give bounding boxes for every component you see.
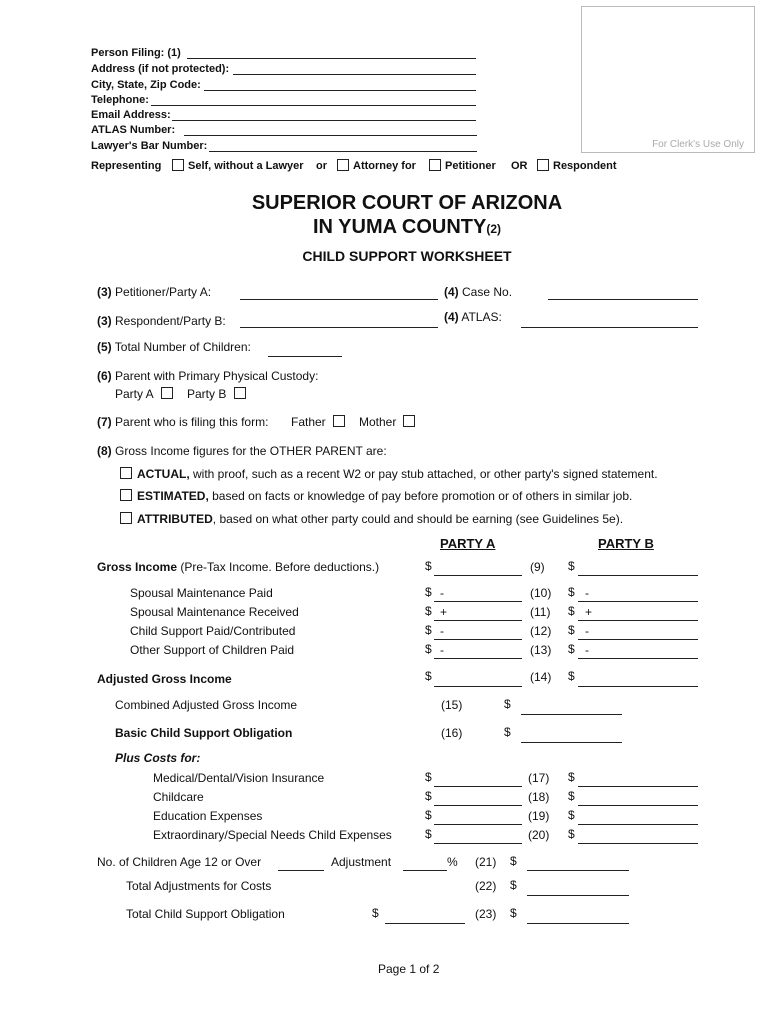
adjusted-a-field[interactable]	[434, 686, 522, 687]
respondent-label: Respondent	[553, 160, 617, 172]
cost-a-dollar: $	[425, 808, 432, 822]
address-label: Address (if not protected):	[91, 63, 230, 75]
children-num: (5)	[97, 340, 112, 354]
custody-party-b-checkbox[interactable]	[234, 387, 246, 399]
total-obl-b-field[interactable]	[527, 923, 629, 924]
age12-num: (21)	[475, 855, 497, 869]
petitioner-field[interactable]	[240, 299, 438, 300]
cost-a-field[interactable]	[434, 786, 522, 787]
adjust-a-sign: +	[440, 605, 448, 619]
respondent-num: (3)	[97, 314, 112, 328]
age12-adjust-label: Adjustment	[331, 855, 392, 869]
party-b-header: PARTY B	[598, 536, 654, 551]
atlas-num: (4)	[444, 310, 459, 324]
adjust-a-sign: -	[440, 586, 444, 600]
cost-row-label: Extraordinary/Special Needs Child Expenses	[153, 828, 392, 842]
cost-a-field[interactable]	[434, 824, 522, 825]
combined-num: (15)	[441, 698, 463, 712]
adjust-row-label: Other Support of Children Paid	[130, 643, 295, 657]
total-obl-label: Total Child Support Obligation	[126, 907, 285, 921]
county-title	[0, 216, 770, 239]
actual-text: with proof, such as a recent W2 or pay stub attached, or other party's signed statement.	[189, 467, 658, 481]
age12-dollar: $	[510, 854, 517, 868]
telephone-label: Telephone:	[91, 94, 149, 106]
adjust-b-sign: -	[585, 624, 589, 638]
total-obl-a-dollar: $	[372, 906, 379, 920]
telephone-field[interactable]	[151, 105, 476, 106]
petitioner-party-label: Petitioner/Party A:	[115, 285, 212, 299]
attributed-bold: ATTRIBUTED	[137, 512, 213, 526]
gross-num: (9)	[530, 560, 545, 574]
total-obl-dollar: $	[510, 906, 517, 920]
total-adj-num: (22)	[475, 879, 497, 893]
adjusted-num: (14)	[530, 670, 552, 684]
adjust-b-sign: +	[585, 605, 593, 619]
city-field[interactable]	[204, 90, 476, 91]
adjust-row-label: Child Support Paid/Contributed	[130, 624, 296, 638]
adjust-a-dollar: $	[425, 585, 432, 599]
adjust-num: (10)	[530, 586, 552, 600]
adjust-row-label: Spousal Maintenance Paid	[130, 586, 273, 600]
adjust-b-dollar: $	[568, 623, 575, 637]
person-filing-label: Person Filing: (1)	[91, 47, 181, 59]
cost-row-label: Medical/Dental/Vision Insurance	[153, 771, 325, 785]
county-note: (2)	[486, 222, 501, 236]
cost-row-label: Childcare	[153, 790, 204, 804]
estimated-checkbox[interactable]	[120, 489, 132, 501]
gross-income-text: (Pre-Tax Income. Before deductions.)	[177, 560, 380, 574]
attributed-checkbox[interactable]	[120, 512, 132, 524]
adjust-a-field[interactable]	[434, 601, 522, 602]
adjusted-b-dollar: $	[568, 669, 575, 683]
combined-field[interactable]	[521, 714, 622, 715]
filing-label: Parent who is filing this form:	[115, 415, 269, 429]
cost-a-field[interactable]	[434, 805, 522, 806]
custody-num: (6)	[97, 369, 112, 383]
form-title: CHILD SUPPORT WORKSHEET	[302, 248, 512, 264]
case-num: (4)	[444, 285, 459, 299]
actual-bold: ACTUAL,	[137, 467, 190, 481]
atlas-party-label: ATLAS:	[461, 310, 502, 324]
custody-party-a-checkbox[interactable]	[161, 387, 173, 399]
cost-a-dollar: $	[425, 827, 432, 841]
basic-field[interactable]	[521, 742, 622, 743]
adjust-num: (13)	[530, 643, 552, 657]
adjust-num: (11)	[530, 605, 551, 619]
adjust-b-dollar: $	[568, 642, 575, 656]
custody-party-b-label: Party B	[187, 387, 227, 401]
case-label: Case No.	[462, 285, 513, 299]
adjusted-a-dollar: $	[425, 669, 432, 683]
atlas-row	[444, 310, 502, 324]
case-field[interactable]	[548, 299, 698, 300]
cost-b-dollar: $	[568, 770, 575, 784]
custody-party-a-label: Party A	[115, 387, 154, 401]
clerk-use-label: For Clerk's Use Only	[652, 139, 744, 150]
party-a-header: PARTY A	[440, 536, 496, 551]
mother-label: Mother	[359, 415, 397, 429]
adjust-a-dollar: $	[425, 604, 432, 618]
attorney-checkbox[interactable]	[337, 159, 349, 171]
self-label: Self, without a Lawyer	[188, 160, 304, 172]
father-checkbox[interactable]	[333, 415, 345, 427]
person-filing-field[interactable]	[187, 58, 476, 59]
age12-label: No. of Children Age 12 or Over	[97, 855, 262, 869]
case-row	[444, 285, 512, 299]
adjust-b-field[interactable]	[578, 658, 698, 659]
mother-checkbox[interactable]	[403, 415, 415, 427]
adjust-b-field[interactable]	[578, 620, 698, 621]
gross-income-bold: Gross Income	[97, 560, 178, 574]
adjust-a-dollar: $	[425, 642, 432, 656]
actual-checkbox[interactable]	[120, 467, 132, 479]
cost-num: (20)	[528, 828, 550, 842]
adjusted-gross-label: Adjusted Gross Income	[97, 672, 232, 686]
total-obl-num: (23)	[475, 907, 497, 921]
combined-label: Combined Adjusted Gross Income	[115, 698, 298, 712]
custody-row	[97, 369, 318, 383]
self-checkbox[interactable]	[172, 159, 184, 171]
respondent-checkbox[interactable]	[537, 159, 549, 171]
children-row	[97, 340, 251, 354]
adjust-a-sign: -	[440, 624, 444, 638]
respondent-party-label: Respondent/Party B:	[115, 314, 226, 328]
representing-label: Representing	[91, 160, 162, 172]
gross-a-field[interactable]	[434, 575, 522, 576]
adjust-a-sign: -	[440, 643, 444, 657]
respondent-field[interactable]	[240, 327, 438, 328]
cost-a-dollar: $	[425, 770, 432, 784]
gross-income-row	[97, 560, 379, 574]
adjust-b-dollar: $	[568, 585, 575, 599]
email-field[interactable]	[172, 120, 476, 121]
gross-a-dollar: $	[425, 559, 432, 573]
petitioner-label: Petitioner	[445, 160, 496, 172]
cost-b-dollar: $	[568, 808, 575, 822]
cost-b-dollar: $	[568, 789, 575, 803]
court-title: SUPERIOR COURT OF ARIZONA	[251, 192, 563, 214]
address-field[interactable]	[233, 74, 476, 75]
filing-num: (7)	[97, 415, 112, 429]
adjust-row-label: Spousal Maintenance Received	[130, 605, 299, 619]
estimated-text: based on facts or knowledge of pay before promotion or of others in similar job.	[208, 489, 633, 503]
combined-dollar: $	[504, 697, 511, 711]
adjust-b-dollar: $	[568, 604, 575, 618]
adjust-a-field[interactable]	[434, 639, 522, 640]
cost-a-field[interactable]	[434, 843, 522, 844]
cost-a-dollar: $	[425, 789, 432, 803]
gross-b-field[interactable]	[578, 575, 698, 576]
cost-b-field[interactable]	[578, 805, 698, 806]
bar-label: Lawyer's Bar Number:	[91, 140, 208, 152]
age12-amount-field[interactable]	[527, 870, 629, 871]
total-adj-field[interactable]	[527, 895, 629, 896]
children-field[interactable]	[268, 356, 342, 357]
father-label: Father	[291, 415, 326, 429]
petitioner-row	[97, 285, 211, 299]
adjust-b-field[interactable]	[578, 601, 698, 602]
bar-field[interactable]	[209, 151, 477, 152]
attorney-label: Attorney for	[353, 160, 416, 172]
custody-label: Parent with Primary Physical Custody:	[115, 369, 319, 383]
estimated-row	[137, 489, 632, 503]
gross-b-dollar: $	[568, 559, 575, 573]
atlas-field[interactable]	[184, 135, 477, 136]
filing-row	[97, 415, 268, 429]
income-basis-num: (8)	[97, 444, 112, 458]
adjust-num: (12)	[530, 624, 552, 638]
county-name: IN YUMA COUNTY	[312, 216, 487, 238]
petitioner-checkbox[interactable]	[429, 159, 441, 171]
total-obl-a-field[interactable]	[385, 923, 465, 924]
adjust-a-dollar: $	[425, 623, 432, 637]
adjust-b-field[interactable]	[578, 639, 698, 640]
attributed-text: , based on what other party could and should be earning (see Guidelines 5e).	[212, 512, 624, 526]
page-footer: Page 1 of 2	[378, 962, 440, 976]
cost-num: (17)	[528, 771, 550, 785]
adjust-b-sign: -	[585, 643, 589, 657]
adjust-b-sign: -	[585, 586, 589, 600]
income-basis-row	[97, 444, 387, 458]
actual-row	[137, 467, 658, 481]
atlas-label: ATLAS Number:	[91, 124, 176, 136]
attributed-row	[137, 512, 623, 526]
atlas-party-field[interactable]	[521, 327, 698, 328]
estimated-bold: ESTIMATED,	[137, 489, 209, 503]
adjust-a-field[interactable]	[434, 620, 522, 621]
cost-row-label: Education Expenses	[153, 809, 263, 823]
petitioner-num: (3)	[97, 285, 112, 299]
basic-label: Basic Child Support Obligation	[115, 726, 293, 740]
cost-b-field[interactable]	[578, 843, 698, 844]
city-label: City, State, Zip Code:	[91, 79, 201, 91]
cost-b-field[interactable]	[578, 824, 698, 825]
age12-pct: %	[447, 855, 458, 869]
cost-b-field[interactable]	[578, 786, 698, 787]
age12-pct-field[interactable]	[403, 870, 447, 871]
or-label: or	[316, 160, 327, 172]
age12-count-field[interactable]	[278, 870, 324, 871]
cost-num: (18)	[528, 790, 550, 804]
respondent-row	[97, 314, 226, 328]
or-label-2: OR	[511, 160, 528, 172]
cost-b-dollar: $	[568, 827, 575, 841]
plus-costs-label: Plus Costs for:	[115, 751, 201, 765]
total-adj-label: Total Adjustments for Costs	[126, 879, 272, 893]
basic-dollar: $	[504, 725, 511, 739]
adjusted-b-field[interactable]	[578, 686, 698, 687]
email-label: Email Address:	[91, 109, 171, 121]
cost-num: (19)	[528, 809, 550, 823]
children-label: Total Number of Children:	[114, 340, 251, 354]
basic-num: (16)	[441, 726, 463, 740]
income-basis-label: Gross Income figures for the OTHER PARENT are:	[115, 444, 387, 458]
clerk-use-box	[581, 6, 755, 153]
total-adj-dollar: $	[510, 878, 517, 892]
adjust-a-field[interactable]	[434, 658, 522, 659]
